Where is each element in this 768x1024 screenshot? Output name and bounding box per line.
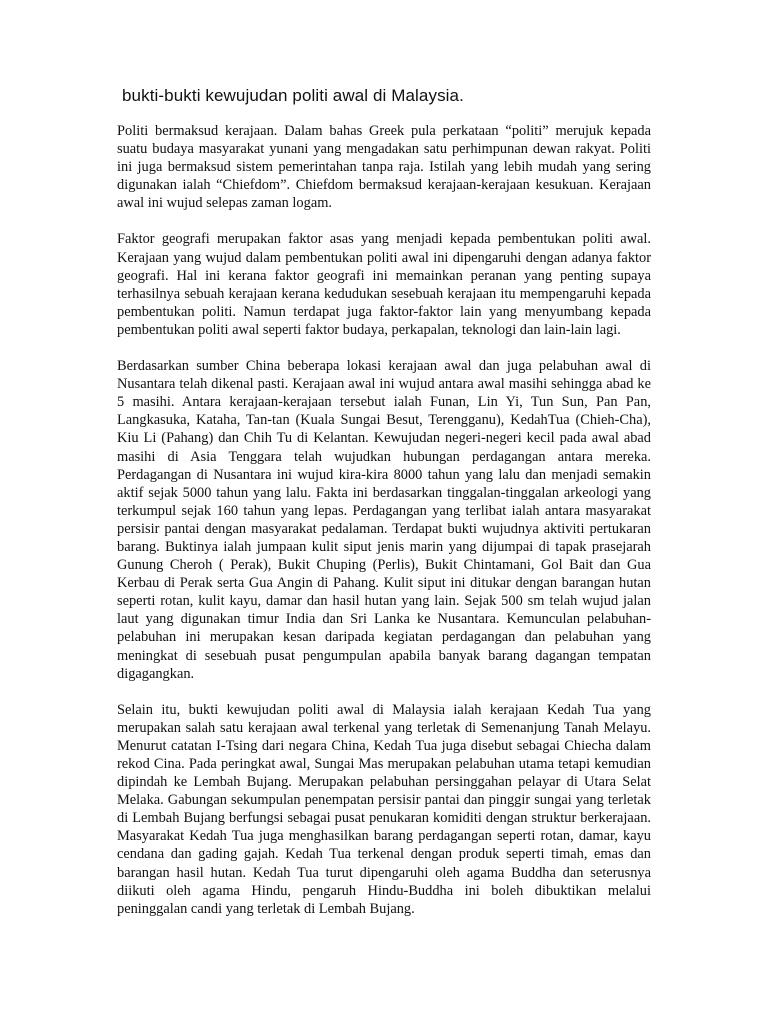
paragraph-chinese-sources: Berdasarkan sumber China beberapa lokasi kerajaan awal dan juga pelabuhan awal di Nusantara telah dikenal pasti. Kerajaan awal ini wujud antara awal masihi sehingga abad ke 5 masihi. Antara kerajaan-kerajaan tersebut ialah Funan, Lin Yi, Tun Sun, Pan Pan, Langkasuka, Kataha, Tan-tan (Kuala Sungai Besut, Terengganu), KedahTua (Chieh-Cha), Kiu Li (Pahang) dan Chih Tu di Kelantan. Kewujudan negeri-negeri kecil pada awal abad masihi di Asia Tenggara telah wujudkan hubungan perdagangan antara mereka. Perdagangan di Nusantara ini wujud kira-kira 8000 tahun yang lalu dan menjadi semakin aktif sejak 5000 tahun yang lalu. Fakta ini berdasarkan tinggalan-tinggalan arkeologi yang terkumpul sejak 160 tahun yang lepas. Perdagangan yang terlibat ialah antara masyarakat persisir pantai dengan masyarakat pedalaman. Terdapat bukti wujudnya aktiviti pertukaran barang. Buktinya ialah jumpaan kulit siput jenis marin yang dijumpai di tapak prasejarah Gunung Cheroh ( Perak), Bukit Chuping (Perlis), Bukit Chintamani, Gol Bait dan Gua Kerbau di Perak serta Gua Angin di Pahang. Kulit siput ini ditukar dengan barangan hutan seperti rotan, kulit kayu, damar dan hasil hutan yang lain. Sejak 500 sm telah wujud jalan laut yang digunakan timur India dan Sri Lanka ke Nusantara. Kemunculan pelabuhan-pelabuhan ini merupakan kesan daripada kegiatan perdagangan dan pelabuhan yang meningkat di sesebuah pusat pengumpulan apabila banyak barang dagangan tempatan digagangkan. xyxy=(117,358,651,682)
paragraph-politi-definition: Politi bermaksud kerajaan. Dalam bahas Greek pula perkataan “politi” merujuk kepada suatu budaya masyarakat yunani yang mengadakan satu perhimpunan dewan rakyat. Politi ini juga bermaksud sistem pemerintahan tanpa raja. Istilah yang lebih mudah yang sering digunakan ialah “Chiefdom”. Chiefdom bermaksud kerajaan-kerajaan kesukuan. Kerajaan awal ini wujud selepas zaman logam. xyxy=(117,123,651,212)
document-body xyxy=(117,122,651,918)
paragraph-kedah-tua: Selain itu, bukti kewujudan politi awal di Malaysia ialah kerajaan Kedah Tua yang merupakan salah satu kerajaan awal terkenal yang terletak di Semenanjung Tanah Melayu. Menurut catatan I-Tsing dari negara China, Kedah Tua juga disebut sebagai Chiecha dalam rekod Cina. Pada peringkat awal, Sungai Mas merupakan pelabuhan utama tetapi kemudian dipindah ke Lembah Bujang. Merupakan pelabuhan persinggahan pelayar di Utara Selat Melaka. Gabungan sekumpulan penempatan persisir pantai dan pinggir sungai yang terletak di Lembah Bujang berfungsi sebagai pusat penukaran komiditi dengan struktur berkerajaan. Masyarakat Kedah Tua juga menghasilkan barang perdagangan seperti rotan, damar, kayu cendana dan gading gajah. Kedah Tua terkenal dengan produk seperti timah, emas dan barangan hasil hutan. Kedah Tua turut dipengaruhi oleh agama Buddha dan seterusnya diikuti oleh agama Hindu, pengaruh Hindu-Buddha ini boleh dibuktikan melalui peninggalan candi yang terletak di Lembah Bujang. xyxy=(117,701,651,917)
paragraph-geographic-factors: Faktor geografi merupakan faktor asas yang menjadi kepada pembentukan politi awal. Kerajaan yang wujud dalam pembentukan politi awal ini dipengaruhi dengan adanya faktor geografi. Hal ini kerana faktor geografi ini memainkan peranan yang penting supaya terhasilnya sebuah kerajaan kerana kedudukan sesebuah kerajaan itu mempengaruhi kepada pembentukan politi. Namun terdapat juga faktor-faktor lain yang menyumbang kepada pembentukan politi awal seperti faktor budaya, perkapalan, teknologi dan lain-lain lagi. xyxy=(117,231,651,338)
document-title: bukti-bukti kewujudan politi awal di Malaysia. xyxy=(122,86,464,105)
